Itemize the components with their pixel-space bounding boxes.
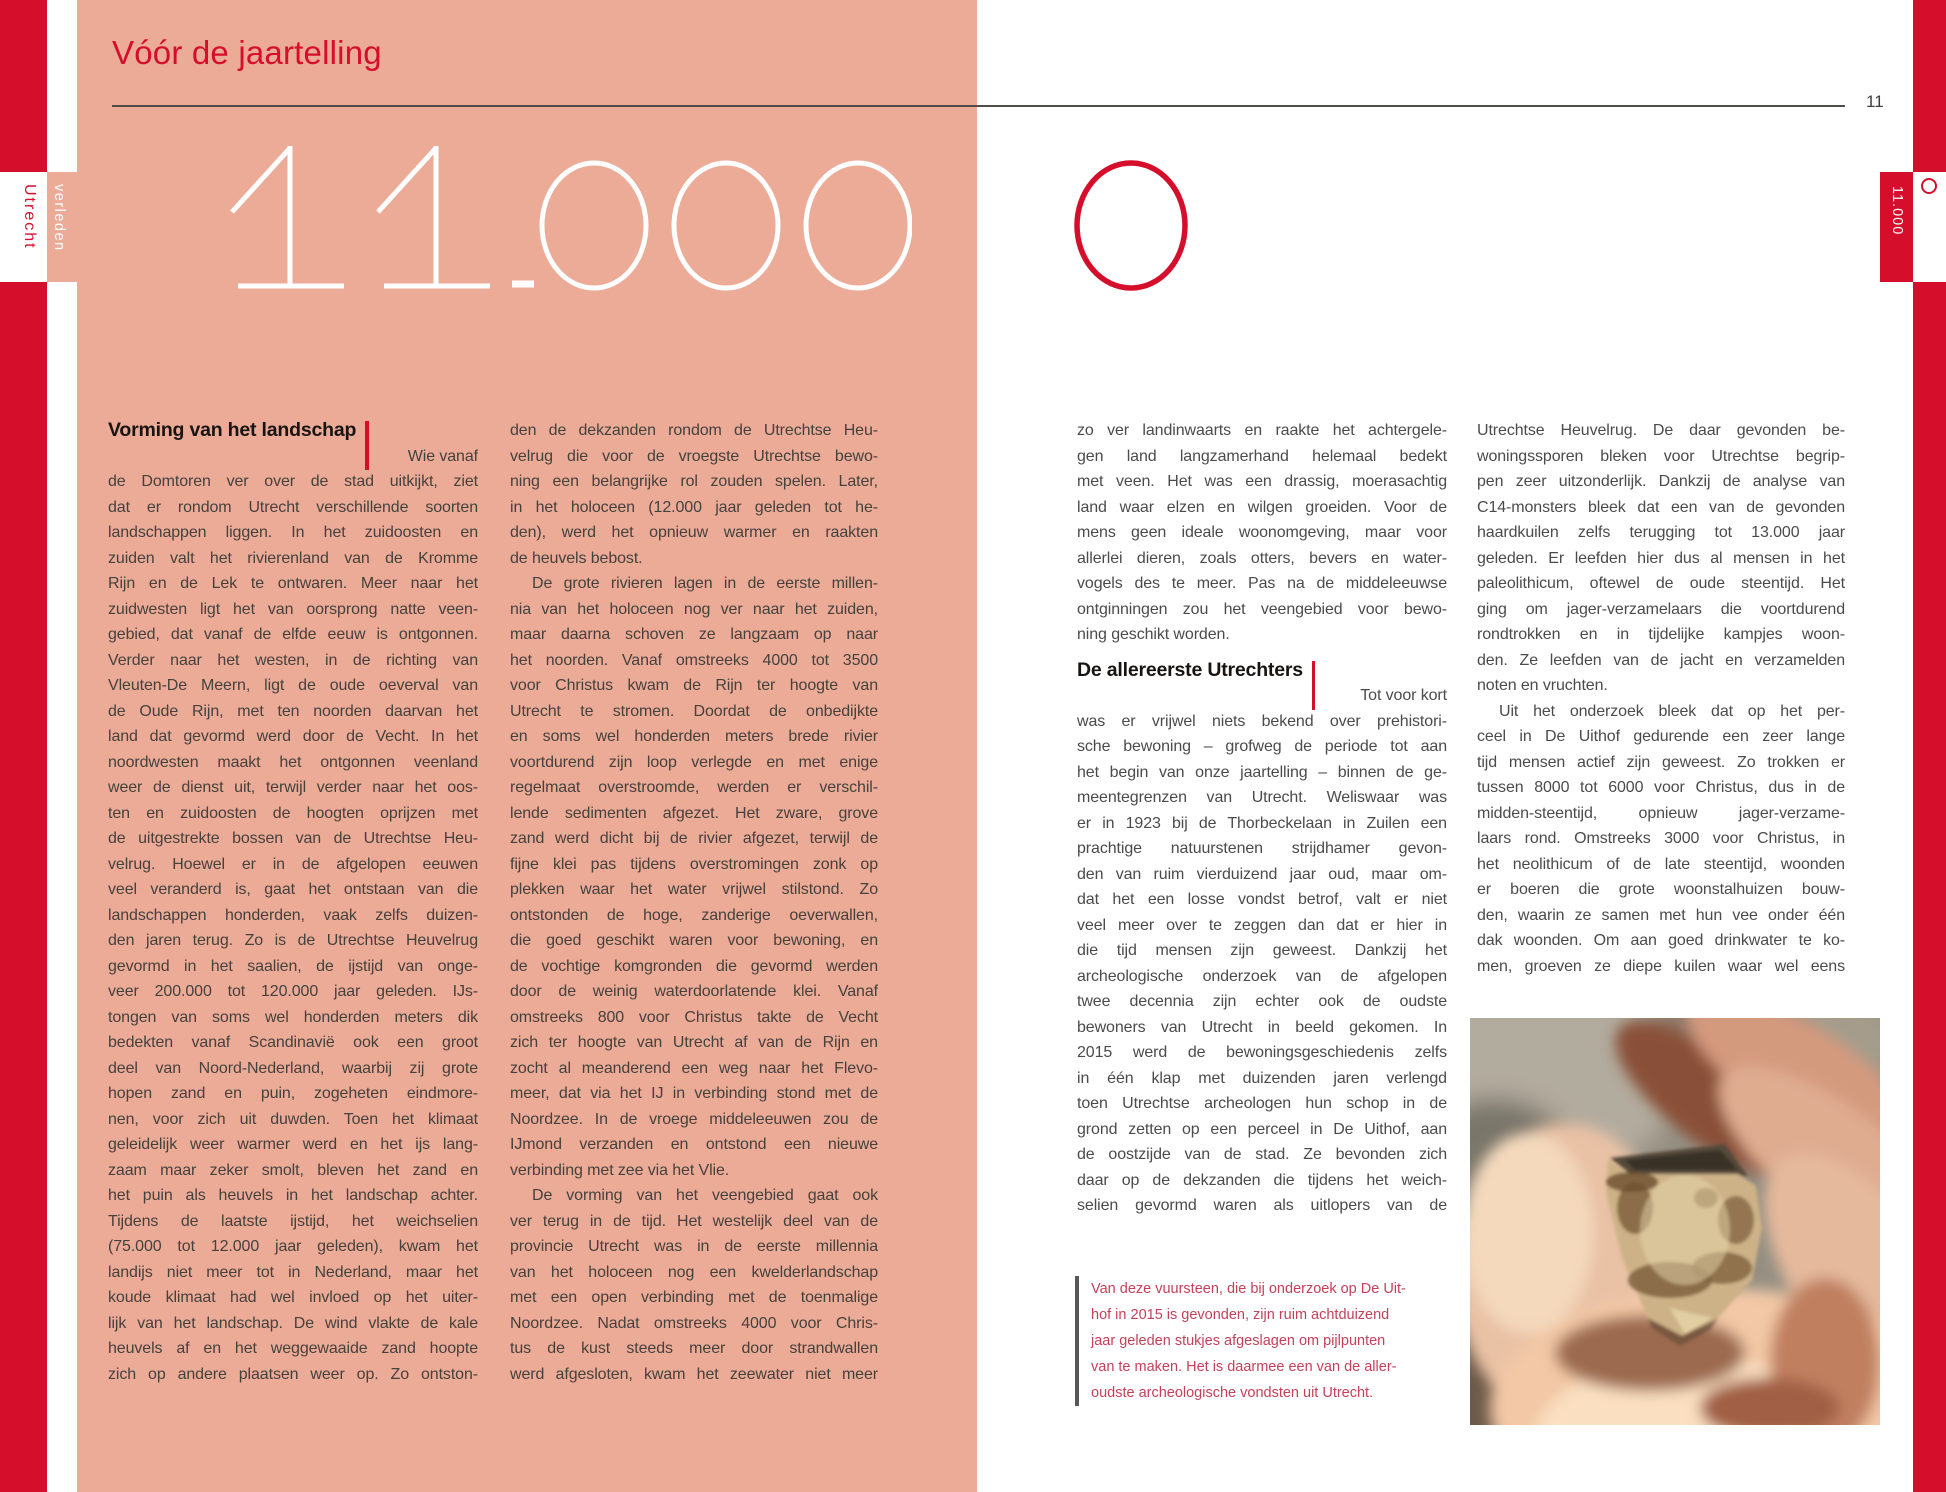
heading-red-bar-icon [1312, 661, 1316, 710]
body-line: van het holoceen nog een kwelderlandschap [510, 1263, 878, 1281]
photo-caption [1075, 1276, 1451, 1406]
body-line: den jaren terug. Zo is de Utrechtse Heuvelrug [108, 932, 478, 949]
body-line: meentegrenzen van Utrecht. Weliswaar was [1077, 789, 1447, 806]
body-line: Rijn en de Lek te ontwaren. Meer naar het [108, 575, 478, 592]
body-line: De grote rivieren lagen in de eerste millen- [532, 575, 878, 592]
body-line: er boeren die grote woonstalhuizen bouw- [1477, 881, 1845, 898]
body-line: landschappen liggen. In het zuidoosten en [108, 524, 478, 541]
body-line: toen Utrechtse archeologen hun schop in de [1077, 1095, 1447, 1112]
body-line: rondtrokken en in tijdelijke kampjes woon- [1477, 626, 1845, 643]
text-column-2 [510, 418, 878, 1387]
section-heading-row [108, 418, 478, 444]
caption-line: van te maken. Het is daarmee een van de aller- [1091, 1359, 1397, 1375]
body-line: veer 200.000 tot 120.000 jaar geleden. IJs- [108, 983, 478, 1000]
body-line: noordwesten maakt het ontgonnen veenland [108, 753, 478, 771]
body-line: laars rond. Omstreeks 3000 voor Christus, in [1477, 830, 1845, 847]
body-line: nen, voor zich uit duwden. Toen het klimaat [108, 1110, 478, 1128]
right-rail-red-bottom [1913, 282, 1946, 1492]
body-line: zocht al meanderend een weg naar het Flevo- [510, 1059, 878, 1077]
body-line: gevormd in het saalien, de ijstijd van onge- [108, 957, 478, 975]
body-line: in het holoceen (12.000 jaar geleden tot he- [510, 498, 878, 516]
body-line: de heuvels bebost. [510, 549, 643, 567]
chapter-rule [112, 105, 1845, 107]
paragraph-opening-line: Tot voor kort [1360, 687, 1447, 704]
body-line: men, groeven ze diepe kuilen waar wel eens [1477, 957, 1845, 975]
body-line: ceel in De Uithof gedurende een zeer lange [1477, 728, 1845, 745]
body-line: geleidelijk weer warmer werd en het ijs lang- [108, 1136, 478, 1153]
timeline-tab-label: 11.000 [1889, 186, 1905, 236]
body-line: dat er rondom Utrecht verschillende soorten [108, 498, 478, 516]
body-line: het neolithicum of de late steentijd, woonden [1477, 855, 1845, 873]
heading-red-bar-icon [365, 421, 369, 470]
flint-photo [1470, 1018, 1880, 1425]
body-line: haardkuilen zelfs terugging tot 13.000 jaar [1477, 524, 1845, 541]
body-line: ontstonden de hoge, zanderige oeverwallen, [510, 906, 878, 924]
left-rail-red-bottom [0, 282, 47, 1492]
body-line: gebied, dat vanaf de elfde eeuw is ontgonnen. [108, 626, 478, 643]
body-line: in één klap met duizenden jaren verlengd [1077, 1069, 1447, 1087]
body-line: zich op andere plaatsen weer op. Zo ontston- [108, 1365, 478, 1383]
body-line: 2015 werd de bewoningsgeschiedenis zelfs [1077, 1044, 1447, 1061]
section-heading-row [1077, 658, 1447, 684]
body-line: midden-steentijd, opnieuw jager-verzame- [1477, 804, 1845, 822]
body-line: de uitgestrekte bossen van de Utrechtse Heu- [108, 830, 478, 847]
body-line: met een open verbinding met de toenmalige [510, 1289, 878, 1306]
zero-tab-icon [1921, 178, 1937, 194]
body-line: met veen. Het was een drassig, moerasachtig [1077, 473, 1447, 490]
body-line: werd afgesloten, kwam het zeewater niet meer [510, 1365, 878, 1383]
body-line: koude klimaat had wel invloed op het uiter- [108, 1289, 478, 1306]
body-line: meer, dat via het IJ in verbinding stond met de [510, 1085, 878, 1102]
body-line: Utrecht te stromen. Doordat de onbedijkte [510, 702, 878, 720]
body-line: ging om jager-verzamelaars die voortdurend [1477, 600, 1845, 618]
flint-photo-art [1470, 1018, 1880, 1425]
text-column-1 [108, 418, 478, 1387]
body-line: de Oude Rijn, met ten noorden daarvan het [108, 702, 478, 720]
body-line: bewoners van Utrecht in beeld gekomen. In [1077, 1018, 1447, 1036]
series-label-verleden: verleden [51, 184, 67, 252]
caption-line: hof in 2015 is gevonden, zijn ruim achtduizend [1091, 1307, 1390, 1323]
body-line: maar daarna schoven ze langzaam op naar [510, 626, 878, 643]
body-line: de Domtoren ver over de stad uitkijkt, ziet [108, 473, 478, 490]
body-line: Verder naar het westen, in de richting van [108, 651, 478, 669]
body-line: den. Ze leefden van de jacht en verzamelden [1477, 651, 1845, 669]
body-line: provincie Utrecht was in de eerste millennia [510, 1238, 878, 1255]
body-line: vogels des te meer. Pas na de middeleeuwse [1077, 575, 1447, 592]
body-line: Tijdens de laatste ijstijd, het weichselien [108, 1212, 478, 1230]
body-line: twee decennia zijn echter ook de oudste [1077, 993, 1447, 1010]
body-line: ning geschikt worden. [1077, 626, 1230, 643]
body-line: voortdurend zijn loop verlegde en met enige [510, 753, 878, 771]
body-line: zaam maar zeker smolt, bleven het zand en [108, 1161, 478, 1179]
body-line: noten en vruchten. [1477, 677, 1608, 694]
series-label-utrecht: Utrecht [21, 184, 38, 250]
body-line: dat het een losse vondst betrof, valt er niet [1077, 891, 1447, 908]
body-line: grond zetten op een perceel in De Uithof, aan [1077, 1120, 1447, 1138]
caption-line: jaar geleden stukjes afgeslagen om pijlpunten [1091, 1333, 1386, 1349]
body-line: (75.000 tot 12.000 jaar geleden), kwam het [108, 1238, 478, 1255]
body-line: Noordzee. In de vroege middeleeuwen zou de [510, 1110, 878, 1128]
body-line: gen land langzamerhand helemaal bedekt [1077, 447, 1447, 465]
body-line: er in 1923 bij de Thorbeckelaan in Zuilen een [1077, 814, 1447, 832]
body-line: velrug die voor de vroegste Utrechtse bewo- [510, 447, 878, 465]
text-column-3 [1077, 418, 1447, 1219]
left-rail-red-top [0, 0, 47, 172]
big-number-0 [1068, 138, 1208, 296]
section-heading: Vorming van het landschap [108, 419, 357, 441]
body-line: zuiden valt het rivierenland van de Kromme [108, 549, 478, 567]
body-line: Vleuten-De Meern, ligt de oude oeverval van [108, 677, 478, 694]
body-line: ver terug in de tijd. Het westelijk deel van de [510, 1212, 878, 1230]
body-line: Utrechtse Heuvelrug. De daar gevonden be- [1477, 422, 1845, 439]
body-line: land dat gevormd werd door de Vecht. In het [108, 728, 478, 745]
body-line: nia van het holoceen nog ver naar het zuiden, [510, 600, 878, 618]
body-line: fijne klei pas tijdens overstromingen zonk op [510, 855, 878, 873]
body-line: het begin van onze jaartelling – binnen de ge- [1077, 763, 1447, 781]
body-line: land waar elzen en wilgen groeiden. Voor de [1077, 498, 1447, 516]
body-line: Noordzee. Nadat omstreeks 4000 voor Chris- [510, 1314, 878, 1332]
body-line: geleden. Er leefden hier dus al mensen in het [1477, 549, 1845, 567]
body-line: tus de kust steeds meer door strandwallen [510, 1340, 878, 1357]
body-line: zich ter hoogte van Utrecht af van de Rijn en [510, 1034, 878, 1051]
body-line: omstreeks 800 voor Christus takte de Vecht [510, 1008, 878, 1026]
body-line: pen zeer uitzonderlijk. Dankzij de analyse van [1477, 473, 1845, 490]
body-line: en soms wel honderden meters brede rivier [510, 728, 878, 745]
body-line: het noorden. Vanaf omstreeks 4000 tot 3500 [510, 651, 878, 669]
body-line: door de weinig waterdoorlatende klei. Vanaf [510, 983, 878, 1000]
body-line: C14-monsters bleek dat een van de gevonden [1477, 498, 1845, 516]
body-line: tongen van soms wel honderden meters dik [108, 1008, 478, 1026]
caption-line: oudste archeologische vondsten uit Utrecht. [1091, 1385, 1374, 1401]
right-rail-red-top [1913, 0, 1946, 172]
body-line: verbinding met zee via het Vlie. [510, 1161, 730, 1179]
body-line: landijs niet meer tot in Nederland, maar het [108, 1263, 478, 1281]
body-line: weer de dienst uit, terwijl verder naar het oos- [108, 779, 478, 796]
body-line: ontginningen zou het veengebied voor bewo- [1077, 600, 1447, 618]
body-line: tussen 8000 tot 6000 voor Christus, dus in de [1477, 779, 1845, 796]
paragraph-opening-line: Wie vanaf [407, 447, 478, 465]
body-line: lijk van het landschap. De wind vlakte de kale [108, 1314, 478, 1332]
body-line: bedekten vanaf Scandinavië ook een groot [108, 1034, 478, 1051]
body-line: het puin als heuvels in het landschap achter. [108, 1187, 478, 1204]
text-column-4 [1477, 418, 1845, 979]
body-line: den, waarin ze samen met hun vee onder één [1477, 906, 1845, 924]
body-line: veel meer over te zeggen dan dat er hier in [1077, 916, 1447, 934]
body-line: de vochtige komgronden die gevormd werden [510, 957, 878, 975]
body-line: dak woonden. Om aan goed drinkwater te ko- [1477, 932, 1845, 949]
body-line: deel van Noord-Nederland, waarbij zij grote [108, 1059, 478, 1077]
body-line: lende sedimenten afgezet. Het zware, grove [510, 804, 878, 822]
body-line: die tijd mensen zijn geweest. Dankzij het [1077, 942, 1447, 959]
body-line: die goed geschikt waren voor bewoning, en [510, 932, 878, 949]
body-line: mens geen ideale woonomgeving, maar voor [1077, 524, 1447, 541]
body-line: de oostzijde van de stad. Ze bevonden zich [1077, 1146, 1447, 1163]
chapter-title: Vóór de jaartelling [112, 34, 382, 71]
body-line: Uit het onderzoek bleek dat op het per- [1499, 702, 1845, 720]
body-line: zo ver landinwaarts en raakte het achtergele- [1077, 422, 1447, 439]
body-line: velrug. Hoewel er in de afgelopen eeuwen [108, 855, 478, 873]
body-line: den de dekzanden rondom de Utrechtse Heu- [510, 422, 878, 439]
body-line: landschappen honderden, vaak zelfs duizen- [108, 906, 478, 924]
body-line: allerlei dieren, zoals otters, bevers en water- [1077, 549, 1447, 567]
body-line: hopen zand en puin, zogeheten eindmore- [108, 1085, 478, 1102]
section-heading: De allereerste Utrechters [1077, 658, 1303, 681]
body-line: voor Christus kwam de Rijn ter hoogte van [510, 677, 878, 694]
body-line: den), werd het opnieuw warmer en raakten [510, 524, 878, 541]
body-line: selien gevormd waren als uitlopers van de [1077, 1197, 1447, 1214]
body-line: regelmaat overstroomde, werden er verschil- [510, 779, 878, 796]
body-line: zuidwesten ligt het van oorsprong natte veen- [108, 600, 478, 618]
body-line: woningssporen bleken voor Utrechtse begrip- [1477, 447, 1845, 465]
big-number-11000 [212, 138, 912, 296]
body-line: daar op de dekzanden die tijdens het weich- [1077, 1171, 1447, 1189]
body-line: heuvels af en het weggewaaide zand hoopte [108, 1340, 478, 1357]
body-line: den van ruim vierduizend jaar oud, maar om- [1077, 865, 1447, 883]
body-line: was er vrijwel niets bekend over prehistori- [1077, 712, 1447, 730]
body-line: prachtige natuurstenen strijdhamer gevon- [1077, 840, 1447, 857]
right-rail-window [1913, 172, 1946, 282]
body-line: plekken waar het water vrijwel stilstond. Zo [510, 881, 878, 898]
body-line: ten en zuidoosten de hoogten oprijzen met [108, 804, 478, 822]
body-line: IJmond verzanden en ontstond een nieuwe [510, 1136, 878, 1153]
body-line: archeologische onderzoek van de afgelopen [1077, 967, 1447, 985]
body-line: sche bewoning – grofweg de periode tot aan [1077, 738, 1447, 755]
body-line: zand werd dicht bij de rivier afgezet, terwijl de [510, 830, 878, 847]
body-line: ning een belangrijke rol zouden spelen. Later, [510, 473, 878, 490]
caption-line: Van deze vuursteen, die bij onderzoek op De Uit- [1091, 1281, 1406, 1297]
body-line: paleolithicum, oftewel de oude steentijd. Het [1477, 575, 1845, 592]
page-number: 11 [1866, 92, 1884, 111]
body-line: veel veranderd is, gaat het ontstaan van die [108, 881, 478, 898]
body-line: tijd mensen actief zijn geweest. Zo trokken er [1477, 753, 1845, 771]
body-line: De vorming van het veengebied gaat ook [532, 1187, 878, 1204]
